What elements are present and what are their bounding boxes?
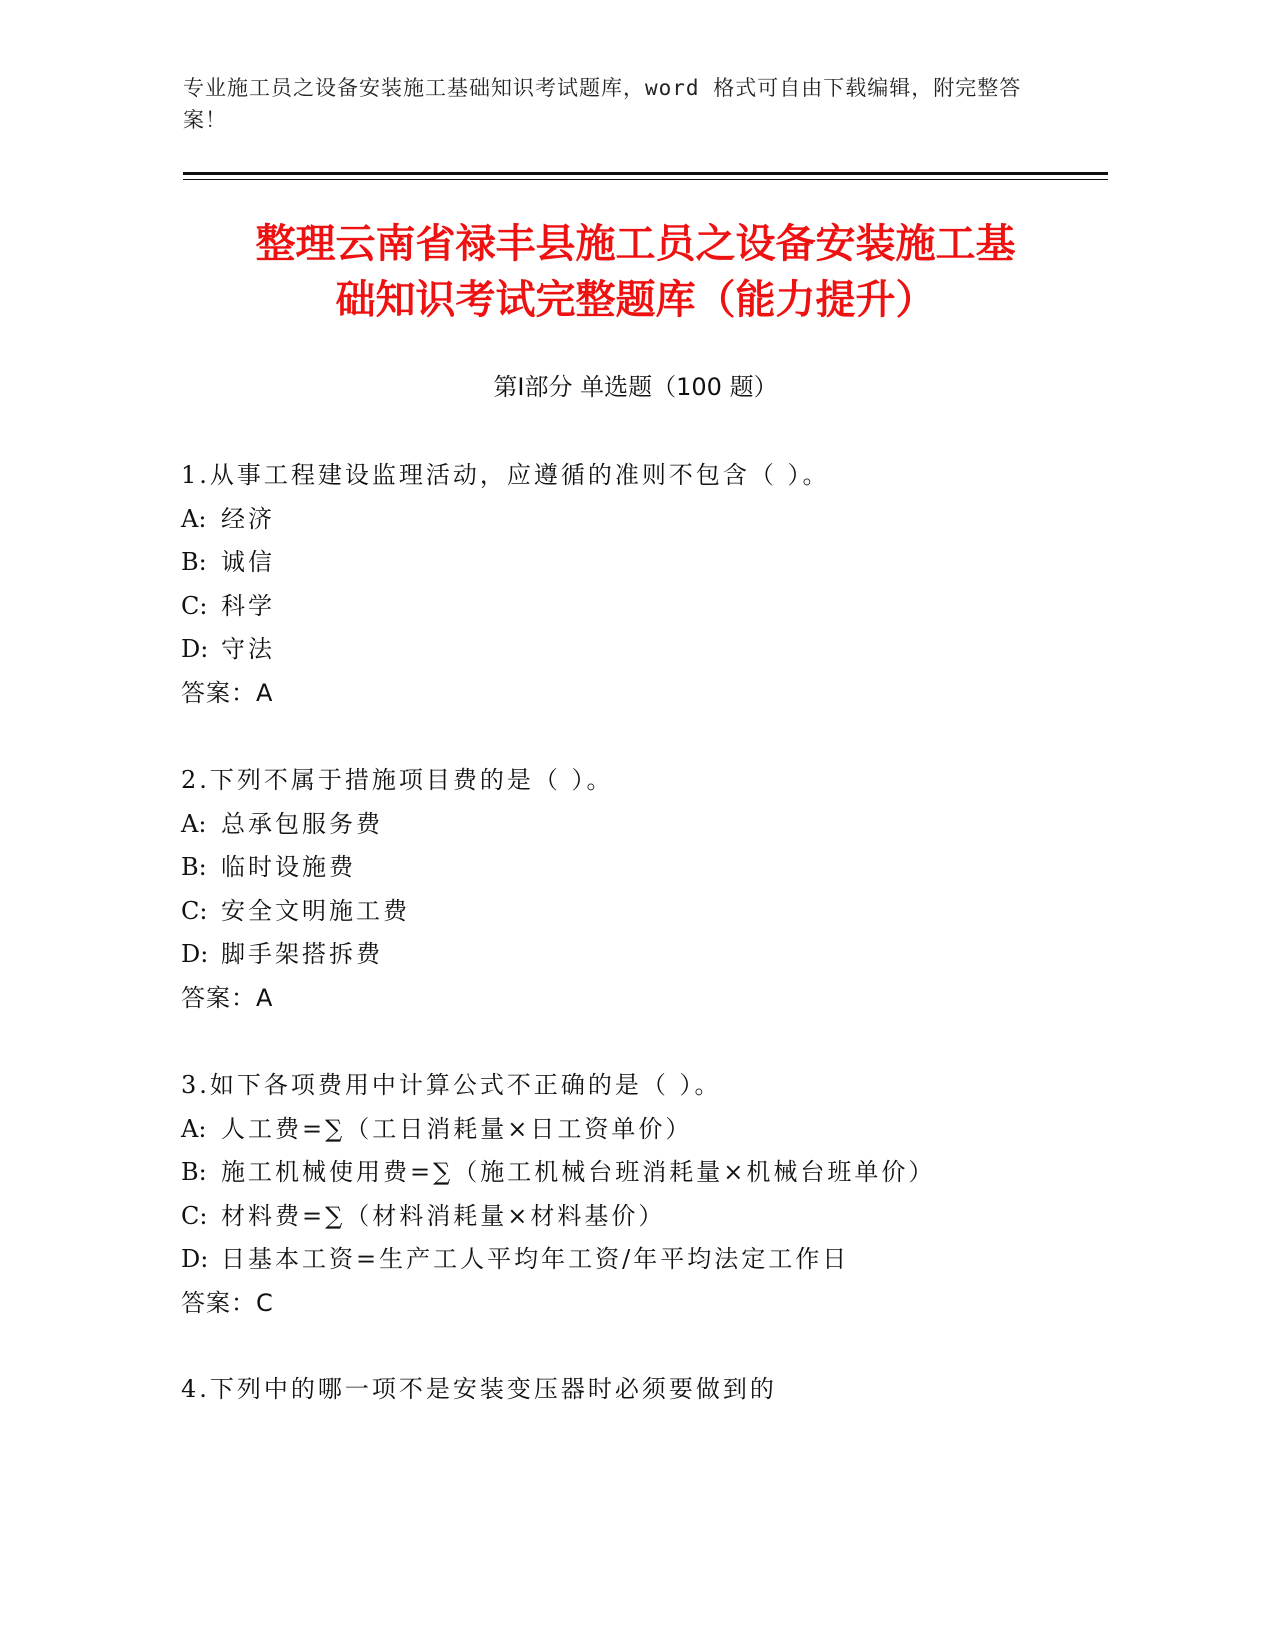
option-c bbox=[181, 890, 1101, 934]
question-1 bbox=[181, 454, 1101, 715]
option-letter: A: bbox=[181, 809, 207, 838]
option-text: 安全文明施工费 bbox=[221, 896, 410, 925]
option-d bbox=[181, 1238, 1101, 1282]
option-letter: A: bbox=[181, 1114, 207, 1143]
question-2 bbox=[181, 759, 1101, 1020]
question-4 bbox=[181, 1368, 1101, 1412]
question-stem: 1.从事工程建设监理活动，应遵循的准则不包含（ ）。 bbox=[181, 461, 830, 489]
option-b bbox=[181, 846, 1101, 890]
option-text: 守法 bbox=[221, 635, 275, 663]
option-b bbox=[181, 1151, 1101, 1195]
option-text: 诚信 bbox=[221, 548, 275, 576]
section-title: 第Ⅰ部分 单选题（100 题） bbox=[493, 373, 778, 401]
option-a bbox=[181, 1108, 1101, 1152]
option-text: 施工机械使用费=∑（施工机械台班消耗量×机械台班单价） bbox=[221, 1158, 936, 1186]
option-c bbox=[181, 585, 1101, 629]
option-a bbox=[181, 803, 1101, 847]
option-letter: D: bbox=[181, 940, 209, 968]
option-text: 科学 bbox=[221, 591, 275, 620]
question-3 bbox=[181, 1064, 1101, 1325]
document-title bbox=[183, 216, 1088, 328]
document-title-line-2: 础知识考试完整题库（能力提升） bbox=[335, 277, 936, 323]
option-text: 经济 bbox=[221, 504, 275, 533]
option-a bbox=[181, 498, 1101, 542]
question-stem: 4.下列中的哪一项不是安装变压器时必须要做到的 bbox=[181, 1375, 777, 1403]
option-letter: B: bbox=[181, 853, 207, 881]
answer: 答案：C bbox=[181, 1288, 274, 1317]
question-stem: 2.下列不属于措施项目费的是（ ）。 bbox=[181, 766, 614, 794]
option-letter: C: bbox=[181, 591, 208, 620]
option-c bbox=[181, 1195, 1101, 1239]
answer: 答案：A bbox=[181, 678, 274, 707]
answer: 答案：A bbox=[181, 983, 274, 1012]
option-letter: D: bbox=[181, 1245, 209, 1273]
option-text: 脚手架搭拆费 bbox=[221, 940, 383, 968]
option-letter: A: bbox=[181, 504, 207, 533]
option-d bbox=[181, 628, 1101, 672]
header-note: 专业施工员之设备安装施工基础知识考试题库，word 格式可自由下载编辑，附完整答案！ bbox=[183, 76, 1022, 132]
option-letter: C: bbox=[181, 1201, 208, 1230]
option-letter: C: bbox=[181, 896, 208, 925]
option-letter: B: bbox=[181, 1158, 207, 1186]
option-text: 材料费=∑（材料消耗量×材料基价） bbox=[221, 1201, 666, 1230]
header-rule-thick bbox=[183, 172, 1108, 175]
option-b bbox=[181, 541, 1101, 585]
document-title-line-1: 整理云南省禄丰县施工员之设备安装施工基 bbox=[255, 221, 1016, 267]
option-text: 人工费=∑（工日消耗量×日工资单价） bbox=[221, 1114, 693, 1143]
header-rule-thin bbox=[183, 179, 1108, 180]
option-text: 临时设施费 bbox=[221, 853, 356, 881]
option-text: 总承包服务费 bbox=[221, 809, 383, 838]
question-stem: 3.如下各项费用中计算公式不正确的是（ ）。 bbox=[181, 1071, 722, 1099]
option-d bbox=[181, 933, 1101, 977]
option-letter: B: bbox=[181, 548, 207, 576]
option-letter: D: bbox=[181, 635, 209, 663]
option-text: 日基本工资=生产工人平均年工资/年平均法定工作日 bbox=[221, 1245, 850, 1273]
